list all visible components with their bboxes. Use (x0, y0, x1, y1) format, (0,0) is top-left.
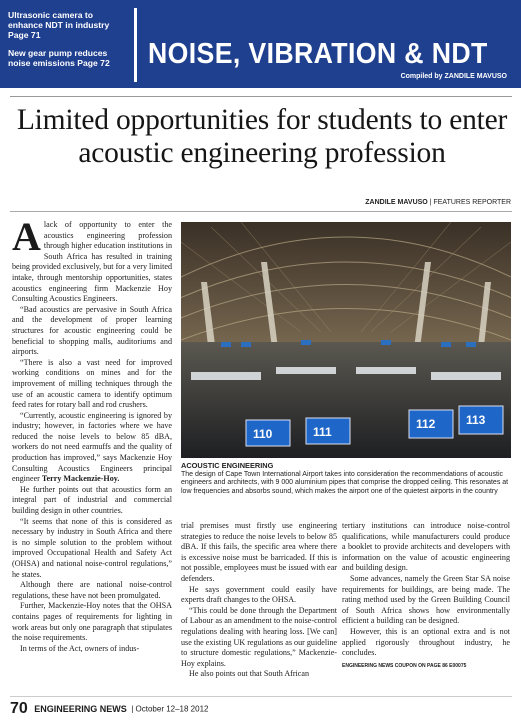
article-headline: Limited opportunities for students to enter acoustic engineering profession (16, 104, 508, 169)
drop-cap: A (12, 214, 41, 259)
photo-caption (181, 462, 511, 496)
article-paragraph: Further, Mackenzie-Hoy notes that the OHSA contains pages of requirements for lighting in work areas but only one paragraph that stipulates the noise requirements. (12, 601, 172, 643)
airport-photo (181, 222, 511, 458)
byline-separator: | (429, 199, 434, 206)
header-divider (134, 8, 137, 82)
article-paragraph: “Bad acoustics are pervasive in South Africa and the development of proper learning structures for acoustic engineering could be beneficial to shopping malls, auditoriums and airports. (12, 304, 172, 357)
article-paragraph: trial premises must firstly use engineering strategies to reduce the noise levels to below 85 dBA. If this fails, the specific area where there is excessive noise must be barricaded. If this is not possible, employees must be issued with ear defenders. (181, 521, 337, 583)
article-paragraph: He also points out that South African (189, 669, 310, 679)
magazine-name: ENGINEERING NEWS (34, 704, 127, 714)
paragraph-text: “Currently, acoustic engineering is ignored by industry; however, in factories where we have reduced the noise levels to below 85 dBA, workers do not need earmuffs and the quality of production has improved,” says Mackenzie Hoy Consulting Acoustics Engineers principal engineer (12, 410, 172, 484)
paragraph-text: lack of opportunity to enter the acoustics engineering profession through higher education institutions in South Africa has resulted in training being provided exclusively, but for a very limited intake, through mentorship opportunities, states acoustics engineering firm Mackenzie Hoy Consulting Acoustics Engineers. (12, 220, 172, 304)
article-paragraph: Although there are national noise-control regulations, these have not been promulgated. (12, 580, 172, 600)
airport-terminal-image (181, 222, 511, 458)
page-number: 70 (10, 700, 28, 717)
byline-role: FEATURES REPORTER (433, 199, 511, 206)
article-paragraph: He further points out that acoustics form an integral part of industrial and commercial building design in other countries. (12, 484, 172, 516)
page-footer (10, 700, 208, 718)
caption-text: The design of Cape Town International Airport takes into consideration the recommendations of acoustic engineers and architects, with 9 000 aluminium pipes that comprise the dropped ceiling. This resonates at low frequencies and absorbs sound, which makes the airport one of the quietest airports in the country (181, 470, 509, 495)
article-paragraph: However, this is an optional extra and is not applied rigorously throughout industry, he concludes. (342, 626, 510, 658)
counter-screen-number: 110 (253, 427, 273, 441)
quoted-person: Terry Mackenzie-Hoy. (41, 474, 120, 484)
article-paragraph: “There is also a vast need for improved working conditions on mines and for the improvement of milling techniques through the use of an acoustic camera to identify optimum feed rates for rotary ball and rod crushers. (12, 357, 172, 410)
teaser-item[interactable]: Ultrasonic camera to enhance NDT in industry Page 71 (8, 10, 110, 40)
footer-divider (10, 696, 512, 697)
compiled-by: Compiled by ZANDILE MAVUSO (400, 73, 507, 80)
issue-date: | October 12–18 2012 (131, 704, 209, 714)
article-paragraph (12, 214, 172, 305)
article-column-2 (181, 521, 337, 680)
section-header-band (0, 0, 521, 88)
article-paragraph: He says government could easily have experts draft changes to the OHSA. (181, 584, 337, 605)
byline (365, 199, 511, 206)
byline-divider (10, 211, 512, 212)
section-title: NOISE, VIBRATION & NDT (148, 38, 488, 70)
teaser-list (8, 10, 126, 76)
article-column-3 (342, 521, 510, 671)
article-paragraph (12, 411, 172, 485)
article-paragraph: In terms of the Act, owners of indus- (20, 643, 140, 653)
counter-screen-number: 113 (466, 413, 486, 427)
article-paragraph: “This could be done through the Department of Labour as an amendment to the noise-control regulations dealing with hearing loss. [We can] use the existing UK regulations as our guideline to structure domestic regulations,” Mackenzie-Hoy explains. (181, 605, 337, 668)
article-paragraph: tertiary institutions can introduce noise-control qualifications, while manufacturers could produce a booklet to provide architects and developers with information on the value of acoustic engineering and building design. (342, 521, 510, 573)
counter-screen-number: 112 (416, 417, 436, 431)
coupon-note[interactable]: ENGINEERING NEWS COUPON ON PAGE 86 E00075 (342, 662, 467, 669)
byline-name: ZANDILE MAVUSO (365, 199, 428, 206)
counter-screen-number: 111 (313, 425, 332, 439)
teaser-item[interactable]: New gear pump reduces noise emissions Page 72 (8, 48, 110, 68)
article-paragraph: Some advances, namely the Green Star SA noise requirements for buildings, are being made. The rating method used by the Green Building Council of South Africa shows how environmentally efficient a building can be designed. (342, 573, 510, 626)
caption-title: ACOUSTIC ENGINEERING (181, 461, 274, 470)
article-column-1 (12, 214, 172, 654)
headline-top-divider (10, 96, 512, 97)
article-paragraph: “It seems that none of this is considered as necessary by industry in South Africa and there is no simple solution to the problem without improved Occupational Health and Safety Act (OHSA) and national noise-control regulations,” he states. (12, 516, 172, 579)
